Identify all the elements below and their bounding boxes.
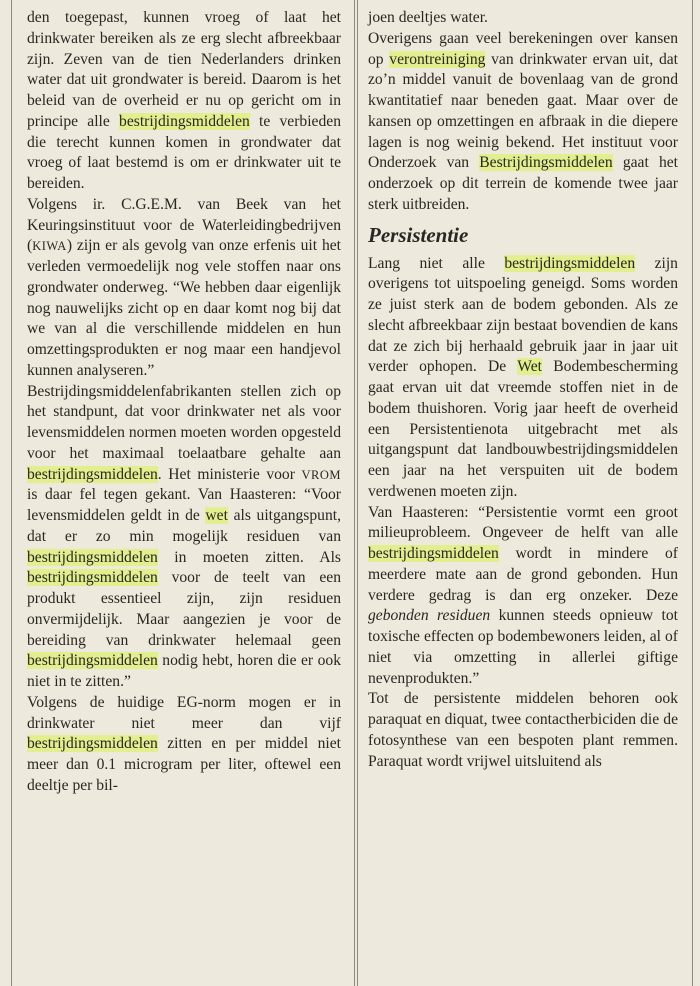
left-column <box>27 8 341 797</box>
paragraph: Lang niet alle bestrijdingsmiddelen zijn overigens tot uitspoeling geneigd. Soms worden ze juist sterk aan de bodem gebonden. Als ze slecht afbreekbaar zijn bestaat bovendien de kans dat ze zich bij herhaald gebruik jaar in jaar uit verder ophopen. De Wet Bodembescherming gaat ervan uit dat vreemde stoffen niet in de bodem thuishoren. Vorig jaar heeft de overheid een Persistentienota uitgebracht met als uitgangspunt dat landbouwbestrijdingsmiddelen een jaar na het verspuiten uit de bodem verdwenen moeten zijn. <box>368 254 678 500</box>
highlight: bestrijdingsmiddelen <box>27 465 158 483</box>
section-heading: Persistentie <box>368 222 469 247</box>
column-rule-middle-a <box>354 0 355 986</box>
paragraph: Volgens de huidige EG-norm mogen er in drinkwater niet meer dan vijf bestrijdingsmiddelen zitten en per middel niet meer dan 0.1 microgram per liter, oftewel een deeltje per bil- <box>27 693 341 794</box>
highlight: Wet <box>517 358 542 376</box>
highlight: bestrijdingsmiddelen <box>27 548 158 566</box>
paragraph: Overigens gaan veel berekeningen over kansen op verontreiniging van drinkwater ervan uit, dat zo’n middel vanuit de bovenlaag van de grond kwantitatief naar beneden gaat. Maar over de kansen op omzettingen en afbraak in die diepere lagen is nog weinig bekend. Het instituut voor Onderzoek van Bestrijdingsmiddelen gaat het onderzoek op dit terrein de komende twee jaar sterk uitbreiden. <box>368 29 679 213</box>
column-rule-middle-b <box>357 0 358 986</box>
highlight: bestrijdingsmiddelen <box>27 735 158 753</box>
highlight: bestrijdingsmiddelen <box>27 652 158 670</box>
column-rule-left <box>11 0 12 986</box>
paragraph: Volgens ir. C.G.E.M. van Beek van het Keuringsinstituut voor de Waterleidingbedrijven (KIWA) zijn er als gevolg van onze erfenis uit het verleden vermoedelijk nog vele stoffen naar ons grondwater onderweg. “We hebben daar eigenlijk nog nauwelijks zicht op en daar komt nog bij dat we van al die verschillende middelen en hun omzettingsprodukten er nog maar een handjevol kunnen analyseren.” <box>27 195 341 379</box>
highlight: bestrijdingsmiddelen <box>504 254 636 272</box>
paragraph: Van Haasteren: “Persistentie vormt een groot milieuprobleem. Ongeveer de helft van alle bestrijdingsmiddelen wordt in mindere of meerdere mate aan de grond gebonden. Hun verdere gedrag is dan erg onzeker. Deze gebonden residuen kunnen steeds opnieuw tot toxische effecten op bodembewoners leiden, al of niet via omzetting in allerlei giftige nevenprodukten.” <box>368 503 678 687</box>
right-column <box>368 8 678 772</box>
highlight: Bestrijdingsmiddelen <box>479 154 613 172</box>
paragraph: joen deeltjes water. <box>368 9 488 26</box>
highlight: bestrijdingsmiddelen <box>119 112 250 130</box>
highlight: bestrijdingsmiddelen <box>368 545 499 562</box>
paragraph: den toegepast, kunnen vroeg of laat het drinkwater bereiken als ze erg slecht afbreekbaar zijn. Zeven van de tien Nederlanders drinken water dat uit grondwater is bereid. Daarom is het beleid van de overheid er nu op gericht om in principe alle bestrijdingsmiddelen te verbieden die terecht kunnen komen in grondwater dat vroeg of laat bestemd is om er drinkwater uit te bereiden. <box>27 9 341 192</box>
column-rule-right <box>692 0 693 986</box>
highlight: bestrijdingsmiddelen <box>27 569 158 587</box>
paragraph: Bestrijdingsmiddelenfabrikanten stellen zich op het standpunt, dat voor drinkwater net als voor levensmiddelen normen moeten worden opgesteld voor het maximaal toelaatbare gehalte aan bestrijdingsmiddelen. Het ministerie voor VROM is daar fel tegen gekant. Van Haasteren: “Voor levensmiddelen geldt in de wet als uitgangspunt, dat er zo min mogelijk residuen van bestrijdingsmiddelen in moeten zitten. Als bestrijdingsmiddelen voor de teelt van een produkt essentieel zijn, zijn residuen onvermijdelijk. Maar aangezien je voor de bereiding van drinkwater helemaal geen bestrijdingsmiddelen nodig hebt, horen die er ook niet in te zitten.” <box>27 382 341 690</box>
highlight: wet <box>205 507 228 524</box>
paragraph: Tot de persistente middelen behoren ook paraquat en diquat, twee contactherbiciden die de fotosynthese van een bespoten plant remmen. Paraquat wordt vrijwel uitsluitend als <box>368 690 678 770</box>
highlight: verontreiniging <box>389 50 486 68</box>
